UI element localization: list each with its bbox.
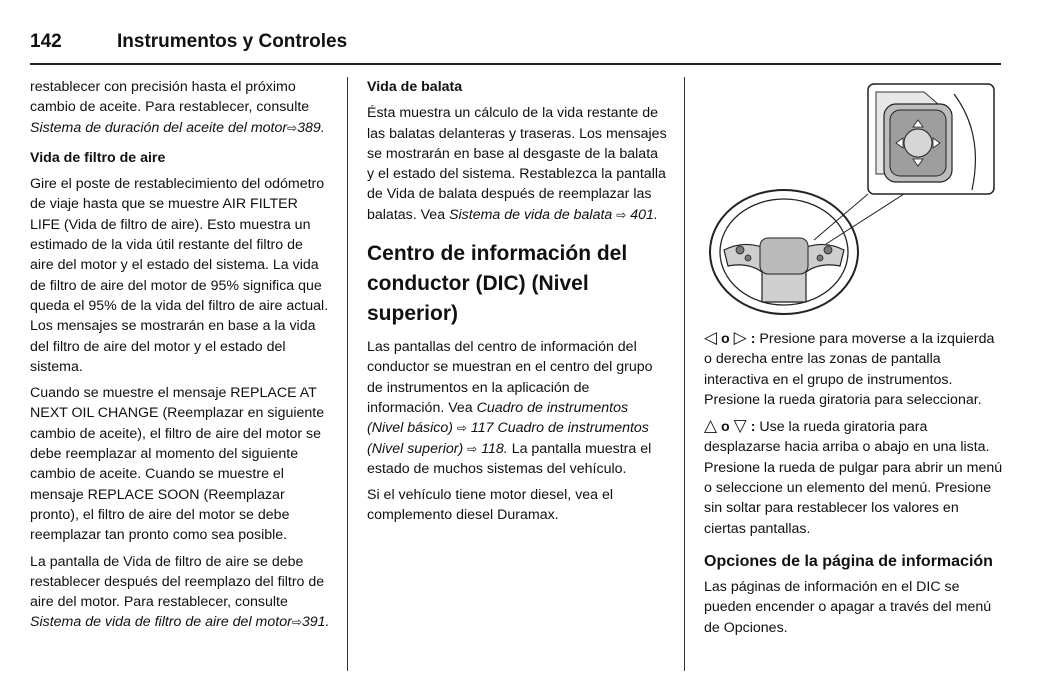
heading-dic: Centro de información del conductor (DIC) (Nivel superior)	[367, 242, 628, 326]
paragraph: restablecer con precisión hasta el próximo cambio de aceite. Para restablecer, consulte Sistema de duración del aceite del motor⇨389.	[30, 79, 325, 136]
column-left	[30, 77, 330, 639]
paragraph: La pantalla de Vida de filtro de aire se debe restablecer después del reemplazo del filtro de aire del motor. Para restablecer, consulte Sistema de vida de filtro de aire del motor⇨391.	[30, 553, 330, 631]
heading-info-page-options: Opciones de la página de información	[704, 552, 993, 570]
paragraph: Si el vehículo tiene motor diesel, vea el complemento diesel Duramax.	[367, 487, 614, 524]
subheading-air-filter: Vida de filtro de aire	[30, 149, 166, 166]
paragraph-up-down-controls: △ o ▽ : Use la rueda giratoria para desplazarse hacia arriba o abajo en una lista. Presione la rueda de pulgar para abrir un menú o seleccione un elemento del menú. Presione sin soltar para restablecer los valores en ciertas pantallas.	[704, 416, 1003, 537]
column-middle	[367, 77, 667, 532]
reference-arrow-icon: ⇨	[287, 120, 298, 135]
cross-reference[interactable]: Sistema de duración del aceite del motor⇨389.	[30, 119, 325, 136]
page-header	[30, 31, 1001, 65]
reference-arrow-icon: ⇨	[616, 207, 627, 222]
cross-reference[interactable]: Cuadro de instrumentos (Nivel superior) ⇨ 118.	[367, 420, 649, 457]
left-arrow-icon: ◁	[704, 328, 718, 347]
column-divider	[684, 77, 685, 671]
down-arrow-icon: ▽	[733, 416, 747, 436]
cross-reference[interactable]: Sistema de vida de filtro de aire del motor⇨391.	[30, 614, 330, 631]
page-number: 142	[30, 31, 62, 52]
reference-arrow-icon: ⇨	[291, 615, 302, 630]
column-divider	[347, 77, 348, 671]
steering-wheel-illustration	[704, 80, 1002, 318]
paragraph: Cuando se muestre el mensaje REPLACE AT NEXT OIL CHANGE (Reemplazar en siguiente cambio de aceite), el filtro de aire del motor se debe reemplazar al momento del siguiente cambio de aceite. Cuando se muestre el mensaje REPLACE SOON (Reemplazar pronto), el filtro de aire del motor se debe reemplazar tan pronto como sea posible.	[30, 385, 325, 544]
cross-reference[interactable]: Sistema de vida de balata ⇨ 401.	[449, 206, 658, 223]
paragraph-left-right-controls: ◁ o ▷ : Presione para moverse a la izquierda o derecha entre las zonas de pantalla interactiva en el grupo de instrumentos. Presione la rueda giratoria para seleccionar.	[704, 328, 995, 408]
right-arrow-icon: ▷	[733, 328, 747, 347]
column-right	[704, 328, 1004, 644]
up-arrow-icon: △	[704, 416, 718, 436]
section-title: Instrumentos y Controles	[117, 31, 348, 52]
reference-arrow-icon: ⇨	[467, 441, 478, 456]
subheading-brake-life: Vida de balata	[367, 79, 463, 95]
steering-wheel-icon	[704, 80, 1002, 318]
paragraph: Gire el poste de restablecimiento del odómetro de viaje hasta que se muestre AIR FILTER LIFE (Vida de filtro de aire). Esto muestra un estimado de la vida útil restante del filtro de aire del motor y el estado del sistema. La vida de filtro de aire del motor de 95% significa que queda el 95% de la vida del filtro de aire actual. Los mensajes se mostrarán en base a la vida del filtro de aire del motor y el estado del sistema.	[30, 176, 329, 375]
paragraph: Las pantallas del centro de información del conductor se muestran en el centro del grupo de instrumentos en la aplicación de información. Vea Cuadro de instrumentos (Nivel básico) ⇨ 117 Cuadro de instrumentos (Nivel superior) ⇨ 118. La pantalla muestra el estado de muchos sistemas del vehículo.	[367, 339, 653, 477]
paragraph: Las páginas de información en el DIC se pueden encender o apagar a través del menú de Opciones.	[704, 578, 992, 636]
paragraph: Ésta muestra un cálculo de la vida restante de las balatas delanteras y traseras. Los mensajes se mostrarán en base al desgaste de la balata y el estado del sistema. Restablezca la pantalla de Vida de balata después de reemplazar las balatas. Vea Sistema de vida de balata ⇨ 401.	[367, 105, 667, 223]
cross-reference[interactable]: Cuadro de instrumentos (Nivel básico) ⇨ 117	[367, 399, 629, 437]
reference-arrow-icon: ⇨	[456, 421, 467, 436]
